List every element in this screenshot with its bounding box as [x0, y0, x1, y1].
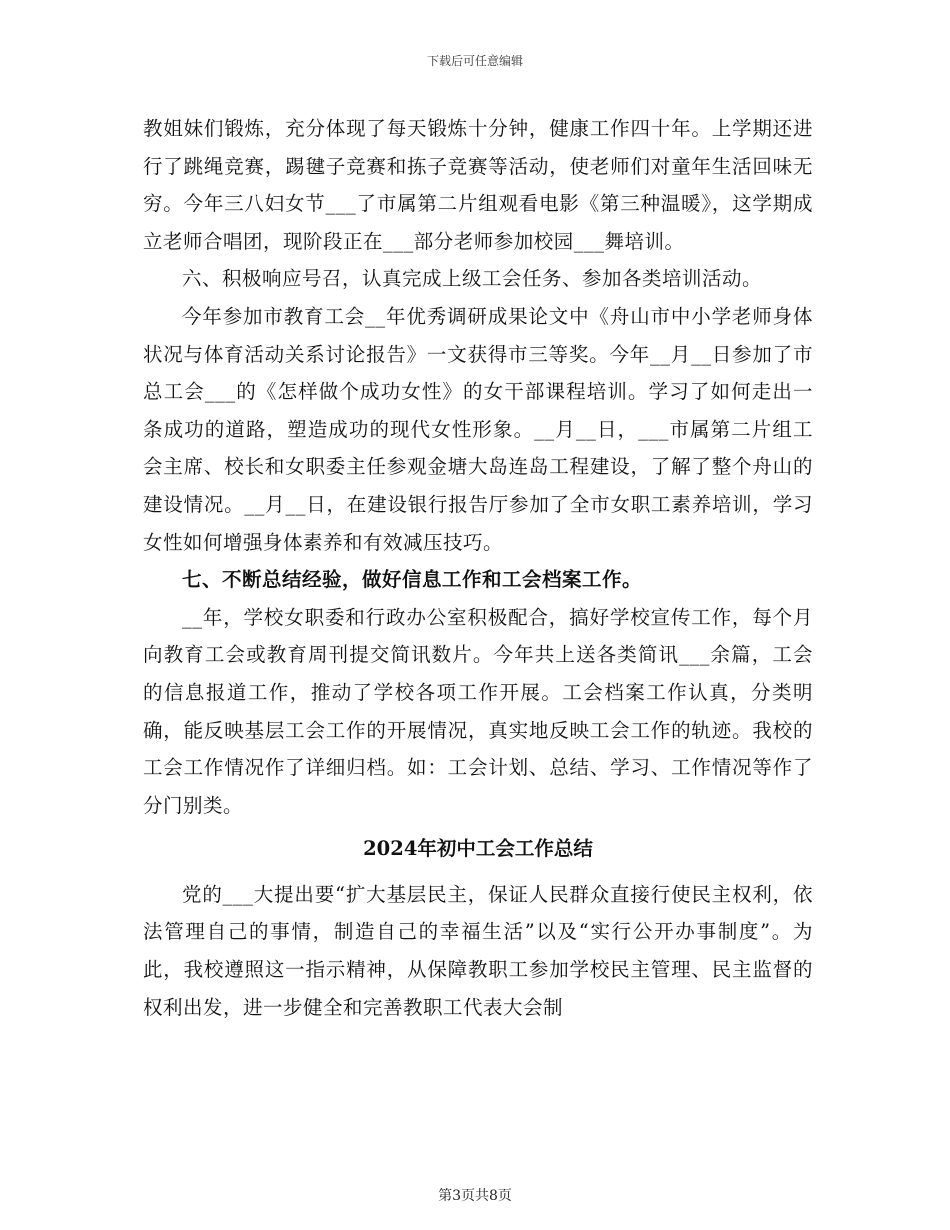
- paragraph-training: 今年参加市教育工会__年优秀调研成果论文中《舟山市中小学老师身体状况与体育活动关系讨论报告》一文获得市三等奖。今年__月__日参加了市总工会___的《怎样做个成功女性》的女干部课程培训。学习了如何走出一条成功的道路，塑造成功的现代女性形象。__月__日，___市属第二片组工会主席、校长和女职委主任参观金塘大岛连岛工程建设，了解了整个舟山的建设情况。__月__日，在建设银行报告厅参加了全市女职工素养培训，学习女性如何增强身体素养和有效减压技巧。: [143, 304, 813, 554]
- page-header: 下载后可任意编辑: [426, 54, 523, 68]
- paragraph-democracy: 党的___大提出要“扩大基层民主，保证人民群众直接行使民主权利，依法管理自己的事情，制造自己的幸福生活”以及“实行公开办事制度”。为此，我校遵照这一指示精神，从保障教职工参加学校民主管理、民主监督的权利出发，进一步健全和完善教职工代表大会制: [143, 882, 813, 1019]
- paragraph-continued: 教姐妹们锻炼，充分体现了每天锻炼十分钟，健康工作四十年。上学期还进行了跳绳竞赛，踢毽子竞赛和拣子竞赛等活动，使老师们对童年生活回味无穷。今年三八妇女节___了市属第二片组观看电影《第三种温暖》，这学期成立老师合唱团，现阶段正在___部分老师参加校园___舞培训。: [143, 117, 813, 253]
- document-title: 2024年初中工会工作总结: [363, 837, 593, 861]
- section-heading-six: 六、积极响应号召，认真完成上级工会任务、参加各类培训活动。: [182, 267, 763, 291]
- paragraph-information-work: __年，学校女职委和行政办公室积极配合，搞好学校宣传工作，每个月向教育工会或教育周刊提交简讯数片。今年共上送各类简讯___余篇，工会的信息报道工作，推动了学校各项工作开展。工会档案工作认真，分类明确，能反映基层工会工作的开展情况，真实地反映工会工作的轨迹。我校的工会工作情况作了详细归档。如：工会计划、总结、学习、工作情况等作了分门别类。: [143, 605, 813, 817]
- document-body: [143, 110, 813, 1026]
- section-heading-seven: 七、不断总结经验，做好信息工作和工会档案工作。: [182, 568, 643, 592]
- page-footer: 第3页共8页: [438, 1188, 512, 1204]
